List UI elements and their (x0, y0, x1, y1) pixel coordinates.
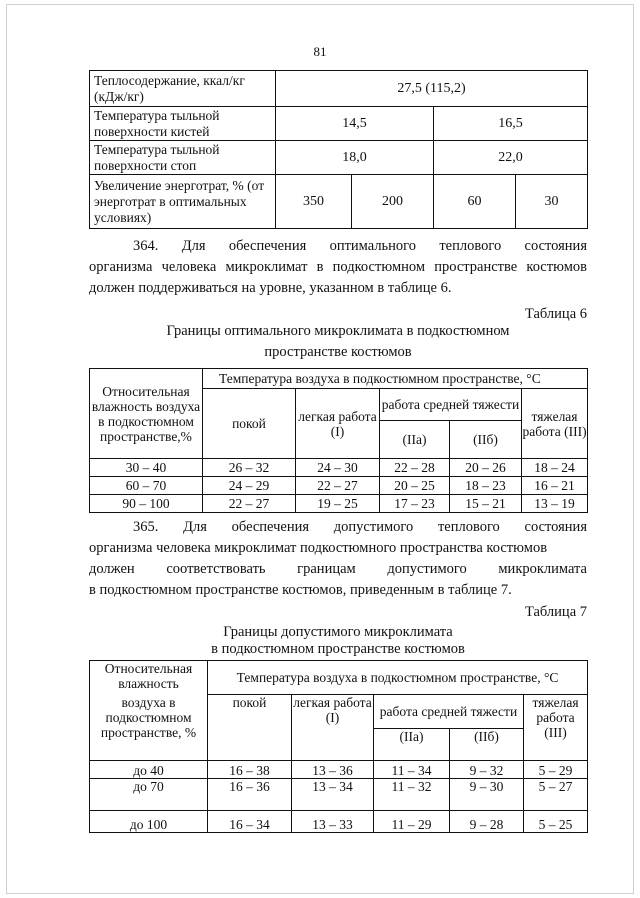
table-row (90, 141, 588, 175)
cell: 13 – 34 (292, 779, 374, 811)
cell: до 100 (90, 811, 208, 833)
table7-title-line1: Границы допустимого микроклимата (223, 624, 453, 640)
cell: 16 – 36 (208, 779, 292, 811)
cell-value: 27,5 (115,2) (276, 71, 588, 107)
header-medium-work: работа средней тяжести (374, 695, 524, 729)
row-label: Температура тыльной поверхности стоп (90, 141, 276, 175)
table-row (90, 175, 588, 229)
cell: 5 – 27 (524, 779, 588, 811)
table-row (90, 761, 588, 779)
table-header-row (90, 661, 588, 695)
row-label: Температура тыльной поверхности кистей (90, 107, 276, 141)
cell: 15 – 21 (450, 495, 522, 513)
header-medium-work: работа средней тяжести (380, 389, 522, 421)
header-light-work: легкая работа (I) (292, 695, 374, 761)
cell: 20 – 26 (450, 459, 522, 477)
table-row (90, 71, 588, 107)
page-number: 81 (313, 44, 327, 59)
table-continuation (89, 70, 588, 229)
cell: 13 – 36 (292, 761, 374, 779)
table6-title-line2: пространстве костюмов (264, 344, 412, 360)
cell: 13 – 19 (522, 495, 588, 513)
cell: 9 – 32 (450, 761, 524, 779)
cell: 18 – 23 (450, 477, 522, 495)
cell: 5 – 29 (524, 761, 588, 779)
cell: 16 – 38 (208, 761, 292, 779)
cell-value: 18,0 (276, 141, 434, 175)
cell-value: 30 (516, 175, 588, 229)
header-medium-b: (IIб) (450, 729, 524, 761)
header-humidity-top: Относительная влажность (90, 661, 208, 695)
cell: 11 – 34 (374, 761, 450, 779)
table6-label: Таблица 6 (524, 306, 587, 322)
cell-value: 22,0 (434, 141, 588, 175)
header-medium-b: (IIб) (450, 421, 522, 459)
paragraph-line: 365. Для обеспечения допустимого теплового состояния (133, 519, 587, 535)
table-row (90, 107, 588, 141)
paragraph-364 (89, 236, 587, 299)
paragraph-text: организма человека микроклимат в подкостюмном пространстве костюмов должен поддерживаться на уровне, указанном в таблице 6. (89, 259, 587, 296)
cell: 19 – 25 (296, 495, 380, 513)
paragraph-line: должен соответствовать границам допустимого микроклимата (89, 561, 587, 577)
table-header-row (90, 369, 588, 389)
table-row (90, 459, 588, 477)
cell: 11 – 32 (374, 779, 450, 811)
header-heavy-work: тяжелая работа (III) (522, 389, 588, 459)
cell: 17 – 23 (380, 495, 450, 513)
table-row (90, 779, 588, 811)
header-rest: покой (208, 695, 292, 761)
cell-value: 350 (276, 175, 352, 229)
cell: 22 – 27 (203, 495, 296, 513)
cell: 90 – 100 (90, 495, 203, 513)
table-header-row (90, 695, 588, 729)
table7-title-line2: в подкостюмном пространстве костюмов (211, 641, 465, 657)
paragraph-line: в подкостюмном пространстве костюмов, приведенным в таблице 7. (89, 582, 512, 598)
cell-value: 200 (352, 175, 434, 229)
table6-title-line1: Границы оптимального микроклимата в подкостюмном (166, 323, 510, 339)
header-temperature: Температура воздуха в подкостюмном пространстве, °С (203, 369, 588, 389)
table-row (90, 811, 588, 833)
header-medium-a: (IIа) (374, 729, 450, 761)
header-rest: покой (203, 389, 296, 459)
cell: 26 – 32 (203, 459, 296, 477)
table7-label: Таблица 7 (524, 604, 587, 620)
header-medium-a: (IIа) (380, 421, 450, 459)
table-7 (89, 660, 588, 833)
cell: 20 – 25 (380, 477, 450, 495)
cell: 9 – 30 (450, 779, 524, 811)
cell-value: 60 (434, 175, 516, 229)
paragraph-365 (89, 517, 587, 601)
cell: 60 – 70 (90, 477, 203, 495)
cell: 16 – 21 (522, 477, 588, 495)
table-row (90, 477, 588, 495)
paragraph-line: 364. Для обеспечения оптимального теплового состояния (133, 238, 587, 254)
header-humidity: Относительная влажность воздуха в подкостюмном пространстве,% (90, 369, 203, 459)
table-row (90, 495, 588, 513)
cell-value: 16,5 (434, 107, 588, 141)
cell: до 40 (90, 761, 208, 779)
paragraph-line: организма человека микроклимат подкостюмного пространства костюмов (89, 540, 548, 556)
header-heavy-work: тяжелая работа (III) (524, 695, 588, 761)
cell: 24 – 30 (296, 459, 380, 477)
cell-value: 14,5 (276, 107, 434, 141)
cell: 16 – 34 (208, 811, 292, 833)
cell: до 70 (90, 779, 208, 811)
cell: 11 – 29 (374, 811, 450, 833)
cell: 22 – 28 (380, 459, 450, 477)
row-label: Увеличение энерготрат, % (от энерготрат в оптимальных условиях) (90, 175, 276, 229)
cell: 9 – 28 (450, 811, 524, 833)
cell: 30 – 40 (90, 459, 203, 477)
header-temperature: Температура воздуха в подкостюмном пространстве, °С (208, 661, 588, 695)
cell: 24 – 29 (203, 477, 296, 495)
row-label: Теплосодержание, ккал/кг (кДж/кг) (90, 71, 276, 107)
table-6 (89, 368, 588, 513)
cell: 18 – 24 (522, 459, 588, 477)
cell: 5 – 25 (524, 811, 588, 833)
cell: 22 – 27 (296, 477, 380, 495)
header-humidity-bottom: воздуха в подкостюмном пространстве, % (90, 695, 208, 761)
header-light-work: легкая работа (I) (296, 389, 380, 459)
cell: 13 – 33 (292, 811, 374, 833)
